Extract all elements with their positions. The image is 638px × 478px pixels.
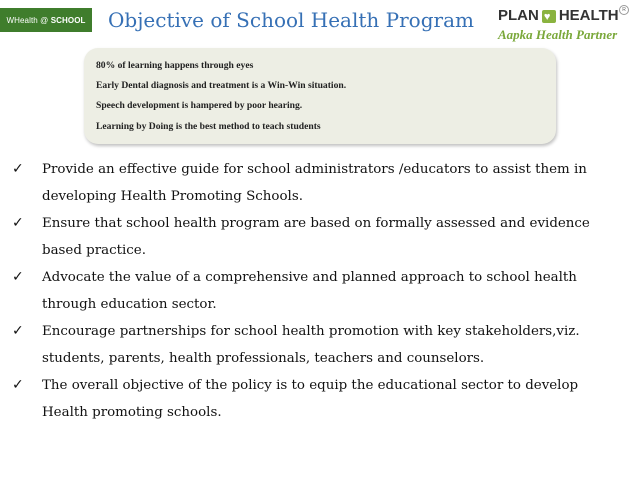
objective-line: students, parents, health professionals, teachers and counselors.: [42, 351, 485, 366]
page-title: Objective of School Health Program: [108, 8, 474, 32]
fact-item: Learning by Doing is the best method to teach students: [96, 120, 321, 132]
fact-item: 80% of learning happens through eyes: [96, 60, 254, 71]
check-icon: ✓: [12, 215, 24, 231]
objective-line: Provide an effective guide for school administrators /educators to assist them in: [42, 162, 587, 177]
badge-prefix: WHealth: [6, 15, 38, 25]
objective-item: [8, 210, 630, 264]
objective-line: based practice.: [42, 243, 146, 258]
logo-tagline: Aapka Health Partner: [498, 27, 618, 42]
key-facts-list: [84, 48, 556, 137]
objective-line: developing Health Promoting Schools.: [42, 189, 303, 204]
objective-line: Ensure that school health program are based on formally assessed and evidence: [42, 216, 590, 231]
key-facts-box: [84, 48, 556, 144]
objective-line: Encourage partnerships for school health promotion with key stakeholders,viz.: [42, 324, 580, 339]
school-badge: [0, 8, 92, 32]
logo-word-health: HEALTH: [558, 7, 619, 24]
objective-item: [8, 318, 630, 372]
objective-line: Advocate the value of a comprehensive and planned approach to school health: [42, 270, 577, 285]
logo-wordmark: [498, 7, 626, 25]
registered-icon: R: [619, 5, 629, 15]
fact-item: Early Dental diagnosis and treatment is a Win-Win situation.: [96, 80, 347, 92]
objective-item: [8, 372, 630, 426]
plan-health-logo: [498, 7, 626, 47]
objective-item: [8, 264, 630, 318]
objective-item: [8, 156, 630, 210]
objectives-list: [8, 156, 630, 426]
check-icon: ✓: [12, 161, 24, 177]
fact-item: Speech development is hampered by poor hearing.: [96, 100, 303, 112]
check-icon: ✓: [12, 269, 24, 285]
objective-line: through education sector.: [42, 297, 217, 312]
objective-line: The overall objective of the policy is to equip the educational sector to develop: [42, 378, 579, 393]
check-icon: ✓: [12, 323, 24, 339]
badge-name: SCHOOL: [50, 15, 86, 25]
logo-word-plan: PLAN: [498, 7, 539, 24]
badge-at: @: [40, 15, 49, 25]
heart-icon: [542, 10, 556, 23]
objective-line: Health promoting schools.: [42, 405, 222, 420]
check-icon: ✓: [12, 377, 24, 393]
